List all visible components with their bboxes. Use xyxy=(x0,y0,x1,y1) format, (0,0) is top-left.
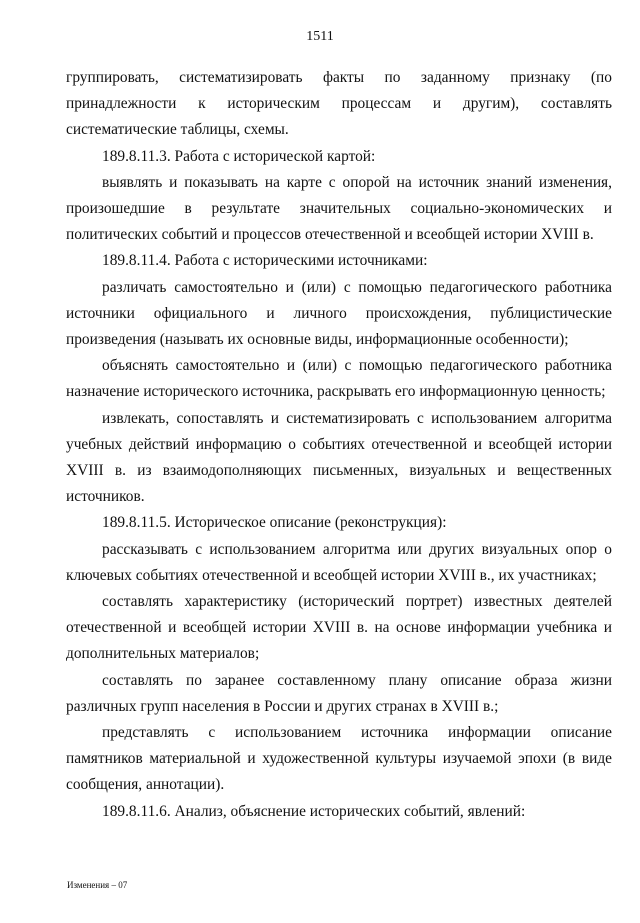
section-heading: 189.8.11.6. Анализ, объяснение исторических событий, явлений: xyxy=(102,802,526,820)
paragraph: составлять по заранее составленному плану описание образа жизни различных групп населения в России и других странах в XVIII в.; xyxy=(66,671,612,715)
section-heading: 189.8.11.3. Работа с исторической картой: xyxy=(102,147,376,165)
paragraph: объяснять самостоятельно и (или) с помощью педагогического работника назначение исторического источника, раскрывать его информационную ценность; xyxy=(66,357,612,401)
paragraph: представлять с использованием источника информации описание памятников материальной и художественной культуры изучаемой эпохи (в виде сообщения, аннотации). xyxy=(66,724,612,794)
paragraph: различать самостоятельно и (или) с помощью педагогического работника источники официального и личного происхождения, публицистические произведения (называть их основные виды, информационные особенности); xyxy=(66,278,612,349)
document-body xyxy=(66,65,612,825)
paragraph: извлекать, сопоставлять и систематизировать с использованием алгоритма учебных действий информацию о событиях отечественной и всеобщей истории XVIII в. из взаимодополняющих письменных, визуальных и вещественных источников. xyxy=(66,409,612,506)
paragraph: рассказывать с использованием алгоритма или других визуальных опор о ключевых событиях отечественной и всеобщей истории XVIII в., их участниках; xyxy=(66,540,612,584)
page-number: 1511 xyxy=(306,29,334,44)
paragraph: составлять характеристику (исторический портрет) известных деятелей отечественной и всеобщей истории XVIII в. на основе информации учебника и дополнительных материалов; xyxy=(66,593,612,663)
paragraph: выявлять и показывать на карте с опорой на источник знаний изменения, произошедшие в результате значительных социально-экономических и политических событий и процессов отечественной и всеобщей истории XVIII в. xyxy=(66,173,612,244)
footer-note: Изменения – 07 xyxy=(67,880,128,890)
paragraph: группировать, систематизировать факты по заданному признаку (по принадлежности к историческим процессам и другим), составлять систематические таблицы, схемы. xyxy=(66,69,612,139)
section-heading: 189.8.11.5. Историческое описание (реконструкция): xyxy=(102,514,447,532)
section-heading: 189.8.11.4. Работа с историческими источниками: xyxy=(102,252,428,270)
